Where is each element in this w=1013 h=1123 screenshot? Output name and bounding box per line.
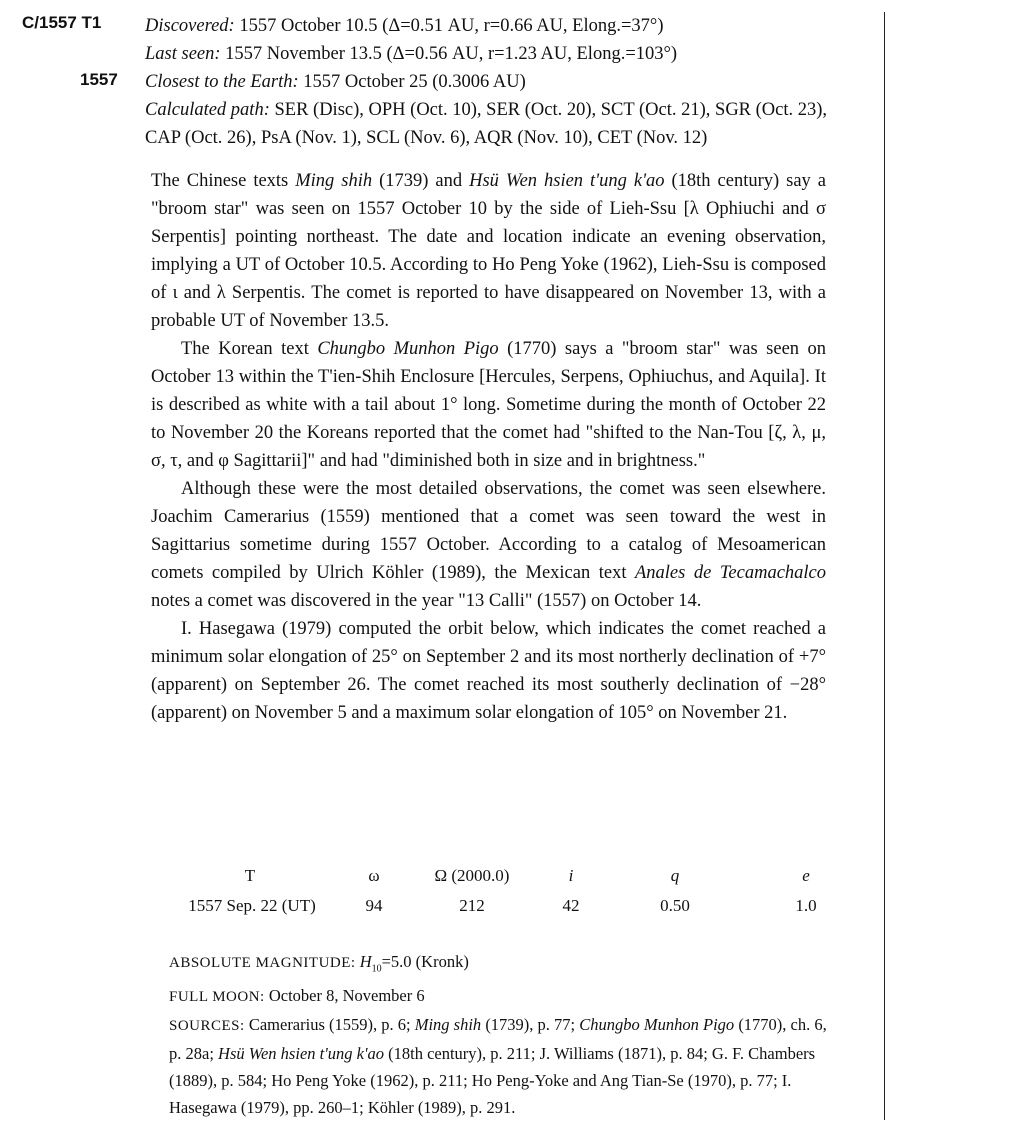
title-ming-shih: Ming shih — [414, 1015, 482, 1035]
absolute-magnitude-row — [169, 948, 834, 982]
last-seen-row — [145, 40, 845, 68]
text-run: (1770), ch. 6, p. 28a; — [169, 1015, 827, 1064]
closest-label: Closest to the Earth: — [145, 72, 299, 92]
last-seen-label: Last seen: — [145, 44, 221, 64]
calculated-path-label: Calculated path: — [145, 100, 270, 120]
orbit-header-node: Ω (2000.0) — [434, 866, 510, 885]
text-run: Camerarius (1559), p. 6; — [248, 1015, 415, 1035]
text-run: (18th century) say a "broom star" was seen on 1557 October 10 by the side of Lieh-Ssu [λ Ophiuchi and σ Serpentis] pointing northeast. The date and location indicate an evening observation, implying a UT of October 10.5. According to Ho Peng Yoke (1962), Lieh-Ssu is composed of ι and λ Serpentis. The comet is reported to have disappeared on November 13, with a probable UT of November 13.5. — [151, 171, 826, 331]
page-edge-rule — [884, 12, 885, 1120]
orbit-value-t: 1557 Sep. 22 (UT) — [188, 896, 316, 915]
absolute-magnitude-subscript: 10 — [371, 963, 382, 975]
paragraph-3 — [151, 475, 826, 615]
text-run: Although these were the most detailed observations, the comet was seen elsewhere. Joachim Camerarius (1559) mentioned that a comet was seen toward the west in Sagittarius sometime during 1557 October. According to a catalog of Mesoamerican comets compiled by Ulrich Köhler (1989), the Mexican text — [151, 479, 826, 583]
calculated-path-row — [145, 96, 845, 152]
footer-notes — [169, 948, 834, 1121]
sources-row — [169, 1011, 834, 1121]
title-chungbo-munhon-pigo: Chungbo Munhon Pigo — [579, 1015, 735, 1035]
title-hsu-wen-hsien: Hsü Wen hsien t'ung k'ao — [218, 1044, 384, 1064]
paragraph-4: I. Hasegawa (1979) computed the orbit below, which indicates the comet reached a minimum solar elongation of 25° on September 2 and its most northerly declination of +7° (apparent) on September 26. The comet reached its most southerly declination of −28° (apparent) on November 5 and a maximum solar elongation of 105° on November 21. — [151, 619, 826, 723]
title-ming-shih: Ming shih — [295, 171, 373, 191]
absolute-magnitude-value: =5.0 (Kronk) — [381, 952, 469, 971]
title-hsu-wen-hsien: Hsü Wen hsien t'ung k'ao — [469, 171, 665, 191]
text-run: (1739) and — [372, 171, 470, 191]
comet-header — [145, 12, 845, 152]
text-run: The Korean text — [181, 339, 318, 359]
calculated-path-value: SER (Disc), OPH (Oct. 10), SER (Oct. 20), SCT (Oct. 21), SGR (Oct. 23), CAP (Oct. 26), PsA (Nov. 1), SCL (Nov. 6), AQR (Nov. 10), CET (Nov. 12) — [145, 100, 828, 148]
text-run: (1770) says a "broom star" was seen on October 13 within the T'ien-Shih Enclosure [Hercules, Serpens, Ophiuchus, and Aquila]. It is described as white with a tail about 1° long. Sometime during the month of October 22 to November 20 the Koreans reported that the comet had "shifted to the Nan-Tou [ζ, λ, μ, σ, τ, and φ Sagittarii]" and had "diminished both in size and in brightness." — [151, 339, 826, 471]
title-chungbo-munhon-pigo: Chungbo Munhon Pigo — [317, 339, 499, 359]
orbit-header-omega: ω — [368, 866, 380, 885]
orbit-value-i: 42 — [562, 896, 580, 915]
sources-label: SOURCES: — [169, 1018, 245, 1035]
absolute-magnitude-label: ABSOLUTE MAGNITUDE: — [169, 955, 356, 971]
absolute-magnitude-symbol: H — [359, 952, 372, 971]
orbit-value-q: 0.50 — [660, 896, 690, 915]
orbit-value-node: 212 — [459, 896, 485, 915]
last-seen-value: 1557 November 13.5 (Δ=0.56 AU, r=1.23 AU, Elong.=103°) — [225, 44, 678, 64]
orbit-header-q: q — [670, 866, 680, 885]
orbit-value-omega: 94 — [365, 896, 383, 915]
paragraph-1 — [151, 167, 826, 335]
orbit-header-e: e — [802, 866, 810, 885]
text-run: The Chinese texts — [151, 171, 296, 191]
closest-value: 1557 October 25 (0.3006 AU) — [303, 72, 526, 92]
comet-year: 1557 — [80, 70, 118, 89]
paragraph-2 — [151, 335, 826, 475]
orbit-header-i: i — [568, 866, 574, 885]
text-run: (1739), p. 77; — [481, 1015, 580, 1035]
text-run: notes a comet was discovered in the year "13 Calli" (1557) on October 14. — [151, 591, 702, 611]
discovered-value: 1557 October 10.5 (Δ=0.51 AU, r=0.66 AU, Elong.=37°) — [239, 16, 664, 36]
comet-designation: C/1557 T1 — [22, 13, 102, 32]
orbit-header-t: T — [244, 866, 256, 885]
closest-row — [145, 68, 845, 96]
text-run: (18th century), p. 211; J. Williams (1871), p. 84; G. F. Chambers (1889), p. 584; Ho Peng Yoke (1962), p. 211; Ho Peng-Yoke and Ang Tian-Se (1970), p. 77; I. Hasegawa (1979), pp. 260–1; Köhler (1989), p. 291. — [169, 1044, 816, 1118]
full-moon-label: FULL MOON: — [169, 989, 265, 1006]
full-moon-value: October 8, November 6 — [268, 986, 425, 1006]
body-text — [151, 167, 826, 727]
full-moon-row — [169, 982, 834, 1011]
title-anales-de-tecamachalco: Anales de Tecamachalco — [634, 563, 827, 583]
discovered-row — [145, 12, 845, 40]
orbit-value-e: 1.0 — [795, 896, 817, 915]
discovered-label: Discovered: — [145, 16, 235, 36]
